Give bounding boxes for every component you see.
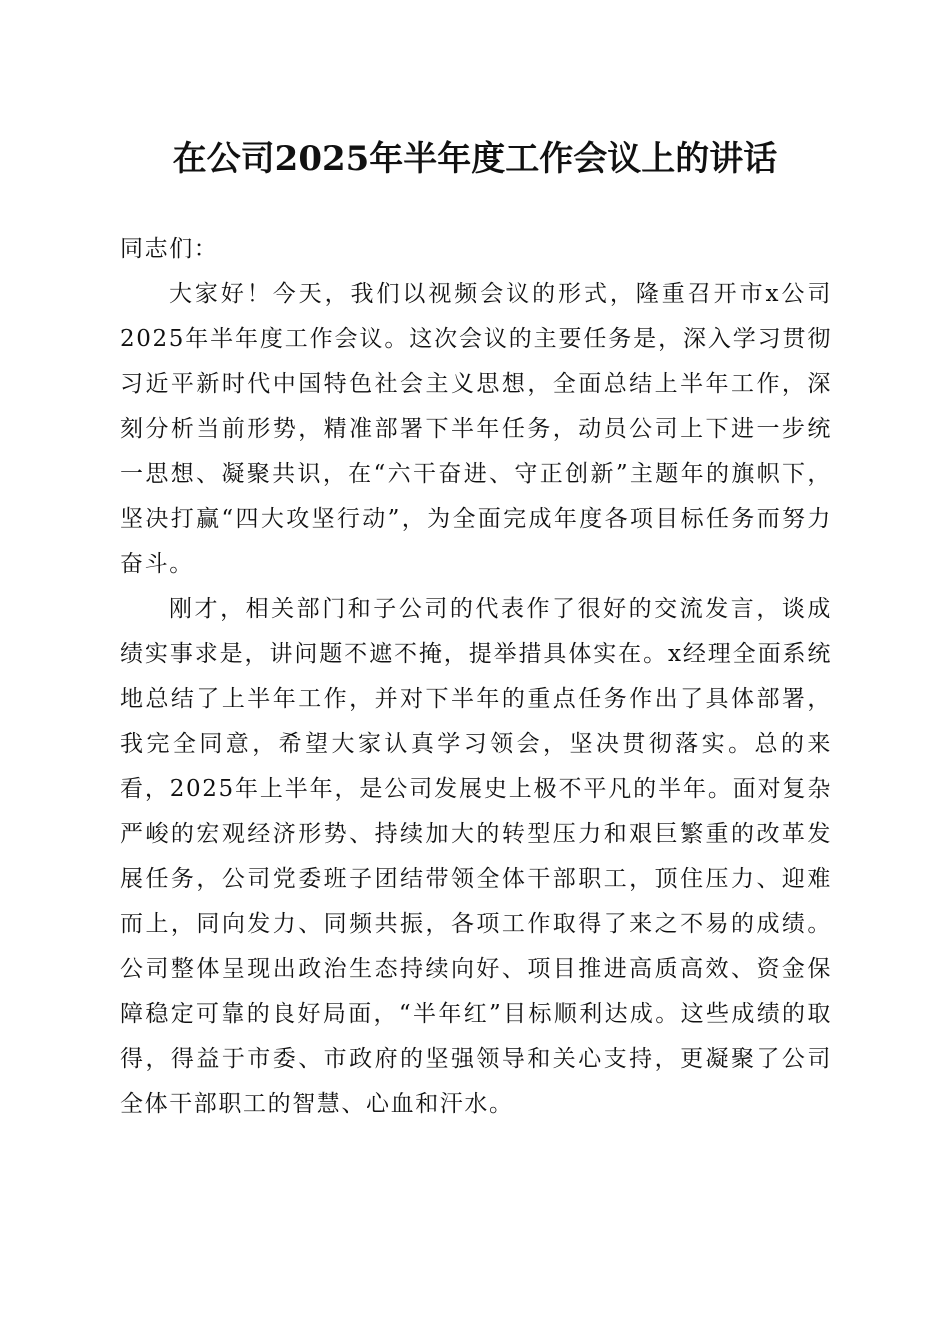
paragraph-summary: 刚才，相关部门和子公司的代表作了很好的交流发言，谈成绩实事求是，讲问题不遮不掩，提举措具体实在。x经理全面系统地总结了上半年工作，并对下半年的重点任务作出了具体部署，我完全同意，希望大家认真学习领会，坚决贯彻落实。总的来看，2025年上半年，是公司发展史上极不平凡的半年。面对复杂严峻的宏观经济形势、持续加大的转型压力和艰巨繁重的改革发展任务，公司党委班子团结带领全体干部职工，顶住压力、迎难而上，同向发力、同频共振，各项工作取得了来之不易的成绩。公司整体呈现出政治生态持续向好、项目推进高质高效、资金保障稳定可靠的良好局面，“半年红”目标顺利达成。这些成绩的取得，得益于市委、市政府的坚强领导和关心支持，更凝聚了公司全体干部职工的智慧、心血和汗水。	[120, 596, 832, 1117]
salutation: 同志们：	[120, 236, 219, 262]
paragraph-opening: 大家好！今天，我们以视频会议的形式，隆重召开市x公司2025年半年度工作会议。这次会议的主要任务是，深入学习贯彻习近平新时代中国特色社会主义思想，全面总结上半年工作，深刻分析当前形势，精准部署下半年任务，动员公司上下进一步统一思想、凝聚共识，在“六干奋进、守正创新”主题年的旗帜下，坚决打赢“四大攻坚行动”，为全面完成年度各项目标任务而努力奋斗。	[120, 281, 832, 577]
document-body	[120, 227, 832, 1127]
document-title: 在公司2025年半年度工作会议上的讲话	[172, 139, 778, 179]
